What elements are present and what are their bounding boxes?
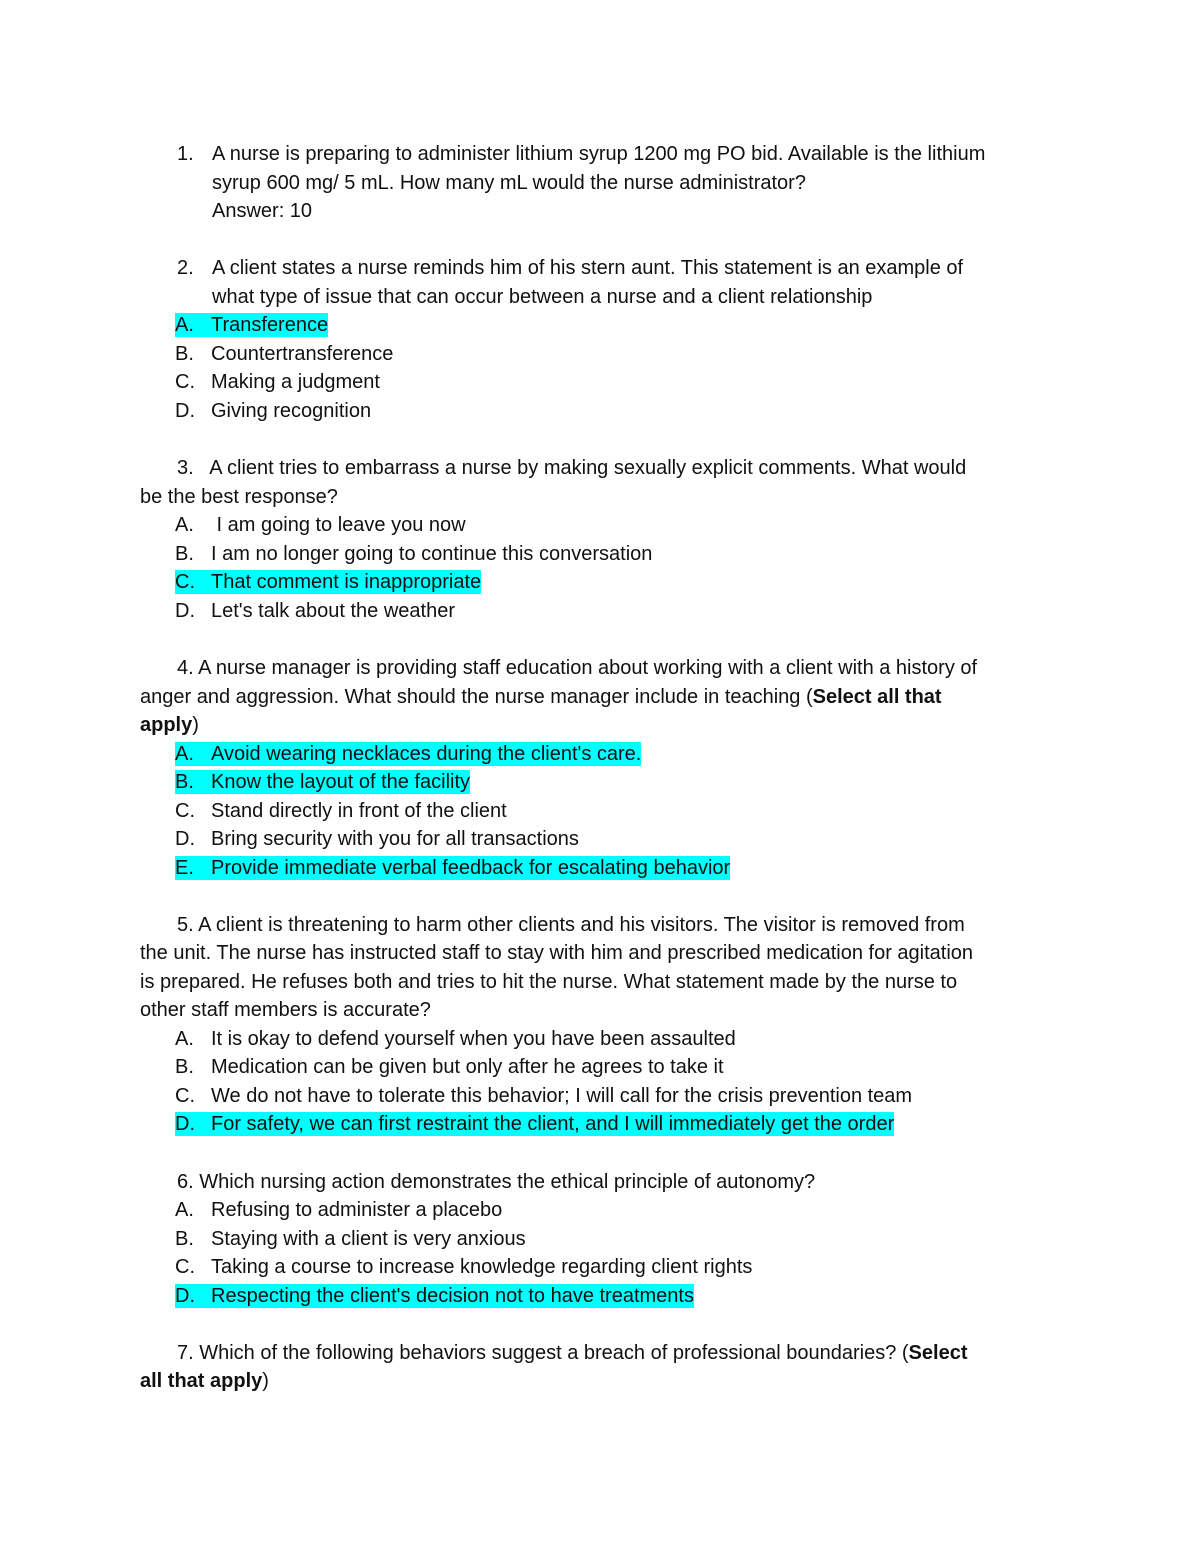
q7-stem-line2: all that apply): [140, 1370, 269, 1392]
q1-stem-line2: syrup 600 mg/ 5 mL. How many mL would the nurse administrator?: [212, 172, 806, 194]
q1-number: 1.: [177, 143, 194, 165]
q5-option-c: C. We do not have to tolerate this behavior; I will call for the crisis prevention team: [175, 1085, 913, 1107]
q4-stem-line2: anger and aggression. What should the nurse manager include in teaching (Select all that: [140, 686, 942, 708]
q6-option-b: B. Staying with a client is very anxious: [175, 1228, 526, 1250]
q6-stem-line1: 6. Which nursing action demonstrates the ethical principle of autonomy?: [177, 1171, 816, 1193]
q2-option-d: D. Giving recognition: [175, 400, 372, 422]
q2-option-b: B. Countertransference: [175, 343, 394, 365]
q3-stem-line1: 3. A client tries to embarrass a nurse by making sexually explicit comments. What would: [177, 457, 967, 479]
q5-stem-line2: the unit. The nurse has instructed staff to stay with him and prescribed medication for agitation: [140, 942, 974, 964]
q6-option-d: D. Respecting the client's decision not to have treatments: [175, 1285, 694, 1307]
q5-option-d: D. For safety, we can first restraint the client, and I will immediately get the order: [175, 1113, 895, 1135]
q5-stem-line1: 5. A client is threatening to harm other clients and his visitors. The visitor is removed from: [177, 914, 965, 936]
q5-option-b: B. Medication can be given but only after he agrees to take it: [175, 1056, 724, 1078]
q3-option-a: A. I am going to leave you now: [175, 514, 466, 536]
q4-option-c: C. Stand directly in front of the client: [175, 800, 507, 822]
q4-stem-line3: apply): [140, 714, 199, 736]
q6-option-c: C. Taking a course to increase knowledge regarding client rights: [175, 1256, 753, 1278]
q6-option-a: A. Refusing to administer a placebo: [175, 1199, 503, 1221]
q4-option-e: E. Provide immediate verbal feedback for escalating behavior: [175, 857, 731, 879]
q5-option-a: A. It is okay to defend yourself when you have been assaulted: [175, 1028, 736, 1050]
q4-option-d: D. Bring security with you for all transactions: [175, 828, 579, 850]
q2-stem-line1: A client states a nurse reminds him of his stern aunt. This statement is an example of: [212, 257, 964, 279]
q4-option-a: A. Avoid wearing necklaces during the client's care.: [175, 743, 642, 765]
q1-answer: Answer: 10: [212, 200, 313, 222]
q5-stem-line4: other staff members is accurate?: [140, 999, 431, 1021]
q2-number: 2.: [177, 257, 194, 279]
q2-stem-line2: what type of issue that can occur between a nurse and a client relationship: [212, 286, 873, 308]
q4-stem-line1: 4. A nurse manager is providing staff education about working with a client with a history of: [177, 657, 978, 679]
q3-option-b: B. I am no longer going to continue this conversation: [175, 543, 653, 565]
q1-stem-line1: A nurse is preparing to administer lithium syrup 1200 mg PO bid. Available is the lithium: [212, 143, 986, 165]
q5-stem-line3: is prepared. He refuses both and tries to hit the nurse. What statement made by the nurse to: [140, 971, 958, 993]
q2-option-a: A. Transference: [175, 314, 329, 336]
q2-option-c: C. Making a judgment: [175, 371, 380, 393]
q3-option-d: D. Let's talk about the weather: [175, 600, 455, 622]
q3-stem-line2: be the best response?: [140, 486, 338, 508]
q4-option-b: B. Know the layout of the facility: [175, 771, 471, 793]
q3-option-c: C. That comment is inappropriate: [175, 571, 482, 593]
q7-stem-line1: 7. Which of the following behaviors suggest a breach of professional boundaries? (Select: [177, 1342, 968, 1364]
